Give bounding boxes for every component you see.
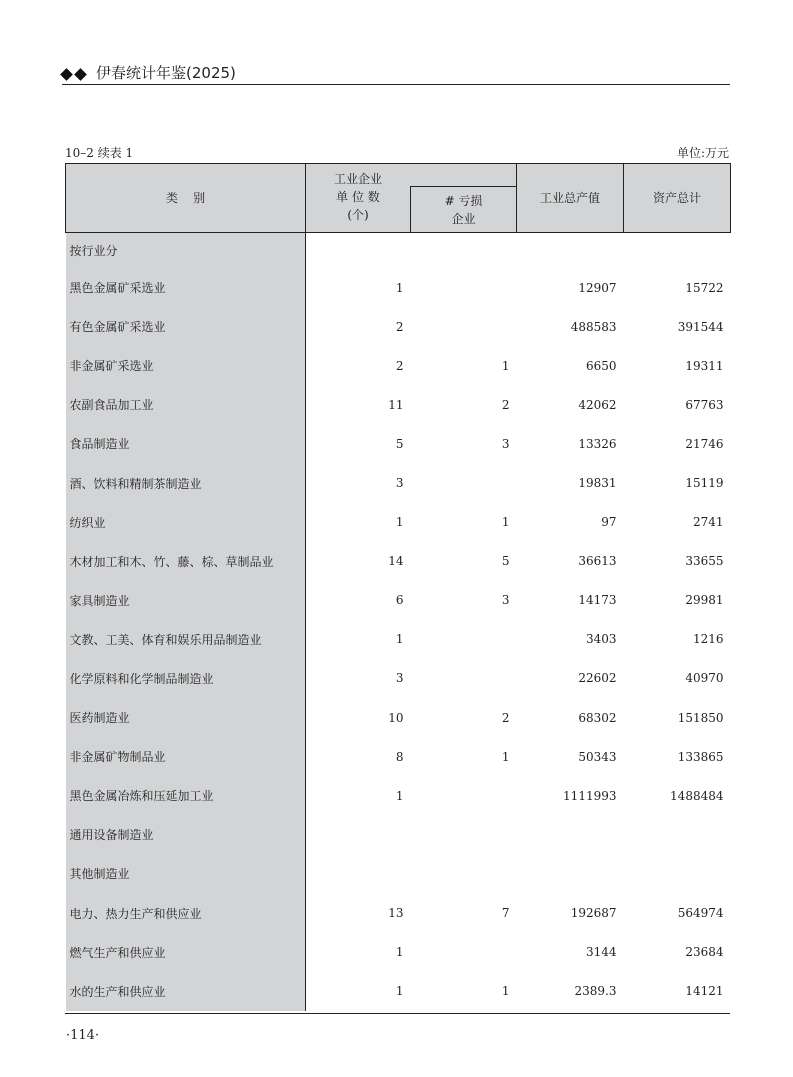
cell-assets: 21746 (685, 436, 724, 451)
cell-enterprises: 1 (395, 515, 404, 530)
cell-loss: 5 (501, 554, 510, 569)
cell-output (517, 233, 624, 269)
cell-assets: 40970 (685, 671, 724, 686)
cell-enterprises (306, 815, 411, 854)
cell-enterprises: 14 (388, 554, 404, 569)
table-row (66, 815, 731, 854)
page-number: ·114· (66, 1028, 100, 1043)
cell-loss (411, 307, 517, 346)
cell-loss (411, 815, 517, 854)
cell-category: 黑色金属冶炼和压延加工业 (66, 776, 306, 815)
cell-enterprises: 8 (395, 749, 404, 764)
table-row (66, 620, 731, 659)
cell-assets: 23684 (685, 945, 724, 960)
cell-enterprises: 5 (395, 436, 404, 451)
cell-assets: 564974 (677, 906, 724, 921)
cell-loss: 2 (501, 397, 510, 412)
table-row (66, 463, 731, 502)
cell-loss (411, 933, 517, 972)
cell-loss (411, 854, 517, 893)
cell-enterprises: 1 (395, 984, 404, 999)
cell-category: 通用设备制造业 (66, 815, 306, 854)
cell-output: 3144 (585, 945, 617, 960)
cell-category: 农副食品加工业 (66, 385, 306, 424)
table-row (66, 542, 731, 581)
cell-loss (411, 776, 517, 815)
cell-assets: 133865 (677, 749, 724, 764)
cell-output: 12907 (578, 280, 617, 295)
cell-category: 酒、饮料和精制茶制造业 (66, 463, 306, 502)
cell-loss (411, 659, 517, 698)
table-row (66, 698, 731, 737)
cell-category: 其他制造业 (66, 854, 306, 893)
unit-label: 单位:万元 (676, 146, 729, 160)
table-row (66, 503, 731, 542)
cell-assets: 67763 (685, 397, 724, 412)
cell-assets: 19311 (685, 358, 724, 373)
table-row (66, 659, 731, 698)
cell-enterprises: 11 (388, 397, 404, 412)
cell-loss (411, 620, 517, 659)
cell-enterprises: 6 (395, 593, 404, 608)
table-row (66, 385, 731, 424)
cell-loss (411, 268, 517, 307)
cell-output: 97 (601, 515, 617, 530)
cell-loss: 1 (501, 749, 510, 764)
table-id: 10–2 续表 1 (65, 146, 134, 160)
running-head (62, 62, 730, 85)
cell-assets: 1488484 (670, 788, 724, 803)
cell-assets: 15722 (685, 280, 724, 295)
cell-output: 6650 (585, 358, 617, 373)
table-bottom-rule (65, 1013, 730, 1014)
cell-output: 19831 (578, 476, 617, 491)
cell-loss: 1 (501, 358, 510, 373)
table-row (66, 933, 731, 972)
cell-category: 有色金属矿采选业 (66, 307, 306, 346)
cell-category: 水的生产和供应业 (66, 972, 306, 1011)
cell-assets: 2741 (692, 515, 724, 530)
cell-category: 燃气生产和供应业 (66, 933, 306, 972)
cell-enterprises: 2 (395, 319, 404, 334)
yearbook-title: 伊春统计年鉴(2025) (96, 64, 236, 82)
cell-output (517, 815, 624, 854)
cell-category: 电力、热力生产和供应业 (66, 894, 306, 933)
cell-assets (624, 815, 731, 854)
cell-enterprises: 3 (395, 671, 404, 686)
cell-assets (624, 854, 731, 893)
table-row (66, 854, 731, 893)
cell-output: 36613 (578, 554, 617, 569)
cell-enterprises: 1 (395, 632, 404, 647)
cell-output: 42062 (578, 397, 617, 412)
cell-category: 非金属矿采选业 (66, 346, 306, 385)
cell-loss (411, 233, 517, 269)
cell-category: 医药制造业 (66, 698, 306, 737)
cell-output: 192687 (570, 906, 617, 921)
header-enterprises: 工业企业 单 位 数 (个) (306, 164, 411, 233)
cell-enterprises (306, 854, 411, 893)
cell-enterprises: 2 (395, 358, 404, 373)
cell-assets: 1216 (692, 632, 724, 647)
cell-assets: 33655 (685, 554, 724, 569)
cell-assets: 391544 (677, 319, 724, 334)
table-row (66, 307, 731, 346)
cell-enterprises (306, 233, 411, 269)
cell-loss: 1 (501, 515, 510, 530)
table-row (66, 972, 731, 1011)
cell-category: 黑色金属矿采选业 (66, 268, 306, 307)
cell-category: 纺织业 (66, 503, 306, 542)
cell-enterprises: 3 (395, 476, 404, 491)
table-row (66, 776, 731, 815)
table-row (66, 346, 731, 385)
cell-output: 1111993 (563, 788, 617, 803)
cell-loss: 1 (501, 984, 510, 999)
cell-assets: 29981 (685, 593, 724, 608)
cell-category: 家具制造业 (66, 581, 306, 620)
table-row (66, 268, 731, 307)
cell-category: 食品制造业 (66, 424, 306, 463)
data-table (65, 163, 730, 1011)
header-loss: # 亏损 企业 (411, 187, 517, 233)
cell-loss: 7 (501, 906, 510, 921)
diamond-bullets-icon (62, 65, 90, 83)
header-output: 工业总产值 (517, 164, 624, 233)
cell-loss: 2 (501, 710, 510, 725)
cell-category: 非金属矿物制品业 (66, 737, 306, 776)
cell-output: 22602 (578, 671, 617, 686)
table-row (66, 233, 731, 269)
cell-category: 文教、工美、体育和娱乐用品制造业 (66, 620, 306, 659)
cell-assets: 15119 (685, 476, 724, 491)
cell-enterprises: 1 (395, 788, 404, 803)
cell-enterprises: 1 (395, 280, 404, 295)
cell-output: 50343 (578, 749, 617, 764)
cell-output: 2389.3 (574, 984, 617, 999)
cell-assets: 151850 (677, 710, 724, 725)
header-assets: 资产总计 (624, 164, 731, 233)
cell-loss: 3 (501, 593, 510, 608)
cell-output: 488583 (570, 319, 617, 334)
cell-enterprises: 13 (388, 906, 404, 921)
cell-output: 14173 (578, 593, 617, 608)
cell-enterprises: 1 (395, 945, 404, 960)
table-row (66, 894, 731, 933)
cell-output: 3403 (585, 632, 617, 647)
cell-assets (624, 233, 731, 269)
cell-enterprises: 10 (388, 710, 404, 725)
cell-loss (411, 463, 517, 502)
table-row (66, 581, 731, 620)
cell-output (517, 854, 624, 893)
cell-category: 木材加工和木、竹、藤、棕、草制品业 (66, 542, 306, 581)
cell-category: 化学原料和化学制品制造业 (66, 659, 306, 698)
cell-assets: 14121 (685, 984, 724, 999)
header-category: 类 别 (66, 164, 306, 233)
cell-output: 68302 (578, 710, 617, 725)
table-body (66, 233, 731, 1011)
table-row (66, 424, 731, 463)
table-row (66, 737, 731, 776)
cell-loss: 3 (501, 436, 510, 451)
cell-output: 13326 (578, 436, 617, 451)
cell-category: 按行业分 (66, 233, 306, 269)
